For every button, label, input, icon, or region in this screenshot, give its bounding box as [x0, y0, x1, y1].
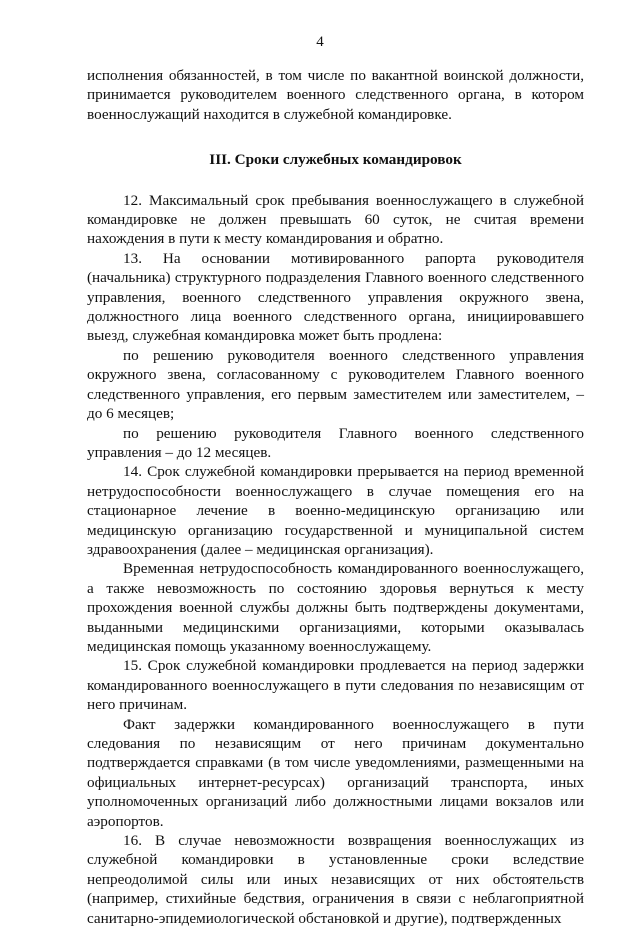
page-number: 4	[316, 34, 324, 50]
paragraph-13: 13. На основании мотивированного рапорта руководителя (начальника) структурного подразделения Главного военного следственного управления, военного следственного управления окружного звена, должностного лица военного следственного органа, инициировавшего выезд, служебная командировка может быть продлена:	[87, 249, 584, 345]
paragraph-16: 16. В случае невозможности возвращения военнослужащих из служебной командировки в установленные сроки вследствие непреодолимой силы или иных независящих от них обстоятельств (например, стихийные бедствия, ограничения в связи с неблагоприятной санитарно-эпидемиологической обстановкой и другие), подтвержденных	[87, 832, 584, 927]
document-body	[87, 66, 584, 928]
paragraph-15-note: Факт задержки командированного военнослужащего в пути следования по независящим от него причинам документально подтверждается справками (в том числе уведомлениями, размещенными на официальных интернет-ресурсах) организаций транспорта, иных уполномоченных организаций либо должностными лицами вокзалов или аэропортов.	[87, 715, 584, 830]
paragraph-14-note: Временная нетрудоспособность командированного военнослужащего, а также невозможность по состоянию здоровья вернуться к месту прохождения военной службы должны быть подтверждены документами, выданными медицинскими организациями, которыми оказывалась медицинская помощь указанному военнослужащему.	[87, 560, 584, 655]
paragraph-13-item-1: по решению руководителя военного следственного управления окружного звена, согласованному с руководителем Главного военного следственного управления, его первым заместителем или заместителем, – до 6 месяцев;	[87, 346, 584, 423]
section-heading: III. Сроки служебных командировок	[209, 151, 462, 169]
paragraph-15: 15. Срок служебной командировки продлевается на период задержки командированного военнослужащего в пути следования по независящим от него причинам.	[87, 657, 584, 714]
paragraph-13-item-2: по решению руководителя Главного военного следственного управления – до 12 месяцев.	[87, 424, 584, 461]
paragraph-12: 12. Максимальный срок пребывания военнослужащего в служебной командировке не должен превышать 60 суток, не считая времени нахождения в пути к месту командирования и обратно.	[87, 191, 584, 248]
paragraph-14: 14. Срок служебной командировки прерывается на период временной нетрудоспособности военнослужащего в случае помещения его на стационарное лечение в военно-медицинскую организацию или медицинскую организацию государственной и муниципальной систем здравоохранения (далее – медицинская организация).	[87, 463, 584, 558]
paragraph-continuation: исполнения обязанностей, в том числе по вакантной воинской должности, принимается руководителем военного следственного органа, в котором военнослужащий находится в служебной командировке.	[87, 67, 584, 123]
